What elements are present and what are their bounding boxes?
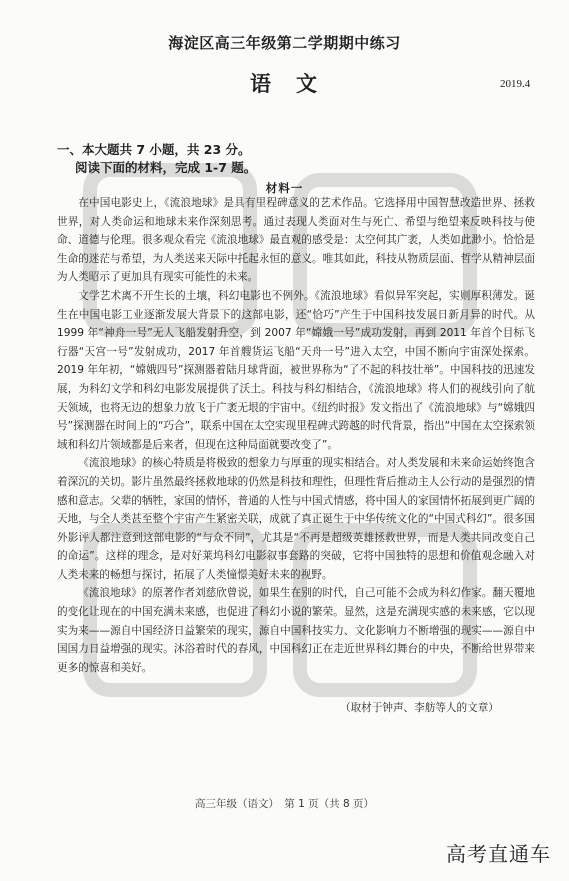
article-body <box>57 194 535 677</box>
paragraph-1: 在中国电影史上，《流浪地球》是具有里程碑意义的艺术作品。它选择用中国智慧改造世界、拯救世界，对人类命运和地球未来作深刻思考。通过表现人类面对生与死亡、希望与绝望来反映科技与使命、道德与伦理。很多观众看完《流浪地球》最直观的感受是：太空何其广袤，人类如此渺小。恰恰是生命的迷茫与希望，为人类送来天际中托起永恒的意义。唯其如此，科技从物质层面、哲学从精神层面为人类昭示了更加具有现实可能性的未来。 <box>57 197 535 284</box>
material-label: 材料一 <box>265 181 304 195</box>
paragraph-3: 《流浪地球》的核心特质是将极致的想象力与厚重的现实相结合。对人类发展和未来命运始终饱含着深沉的关切。影片虽然最终拯救地球的仍然是科技和理性，但理性背后推动主人公行动的是强烈的情感和意志。父辈的牺牲，家国的情怀，普通的人性与中国式情感，将中国人的家国情怀拓展到更广阔的天地，与全人类甚至整个宇宙产生紧密关联，成就了真正诞生于中华传统文化的“中国式科幻”。很多国外影评人都注意到这部电影的“与众不同”，尤其是“不再是超级英雄拯救世界，而是人类共同改变自己的命运”。这样的理念，是对好莱坞科幻电影叙事套路的突破，它将中国独特的思想和价值观念融入对人类未来的畅想与探讨，拓展了人类憧憬美好未来的视野。 <box>57 457 535 581</box>
paragraph-2: 文学艺术离不开生长的土壤，科幻电影也不例外。《流浪地球》看似异军突起，实则厚积薄发。诞生在中国电影工业逐渐发展大背景下的这部电影，还“恰巧”产生于中国科技发展日新月异的时代。从 1999 年“神舟一号”无人飞船发射升空，到 2007 年“嫦娥一号”成功发射，再到 2011 年首个目标飞行器“天宫一号”发射成功，2017 年首艘货运飞船“天舟一号”进入太空，中国不断向宇宙深处探索。2019 年年初，“嫦娥四号”探测器着陆月球背面，被世界称为“了不起的科技壮举”。中国科技的迅速发展，为科幻文学和科幻电影发展提供了沃土。科技与科幻相结合，《流浪地球》将人们的视线引向了航天领域，也将无边的想象力放飞于广袤无垠的宇宙中。《纽约时报》发文指出了《流浪地球》与“嫦娥四号”探测器在时间上的“巧合”，联系中国在太空实现里程碑式跨越的时代背景，指出“中国在太空探索领域和科幻片领域都是后来者，但现在这种局面就要改变了”。 <box>57 289 535 451</box>
section-instruction: 阅读下面的材料，完成 1-7 题。 <box>75 160 257 175</box>
paragraph-4: 《流浪地球》的原著作者刘慈欣曾说，如果生在别的时代，自己可能不会成为科幻作家。翻天覆地的变化让现在的中国充满未来感，也促进了科幻小说的繁荣。显然，这是充满现实感的未来感，它以现实为来——源自中国经济日益繁荣的现实，源自中国科技实力、文化影响力不断增强的现实——源自中国国力日益增强的现实。沐浴着时代的春风，中国科幻正在走近世界科幻舞台的中央，不断给世界带来更多的惊喜和美好。 <box>57 587 535 674</box>
exam-date: 2019.4 <box>500 78 531 90</box>
page-footer: 高三年级（语文） 第 1 页（共 8 页） <box>195 798 374 810</box>
school-title: 海淀区高三年级第二学期期中练习 <box>168 34 401 52</box>
source-citation: （取材于钟声、李舫等人的文章） <box>340 702 499 714</box>
watermark-text: 高考直通车 <box>446 842 551 866</box>
section-title: 一、本大题共 7 小题，共 23 分。 <box>57 142 251 157</box>
subject-title: 语 文 <box>250 71 319 96</box>
